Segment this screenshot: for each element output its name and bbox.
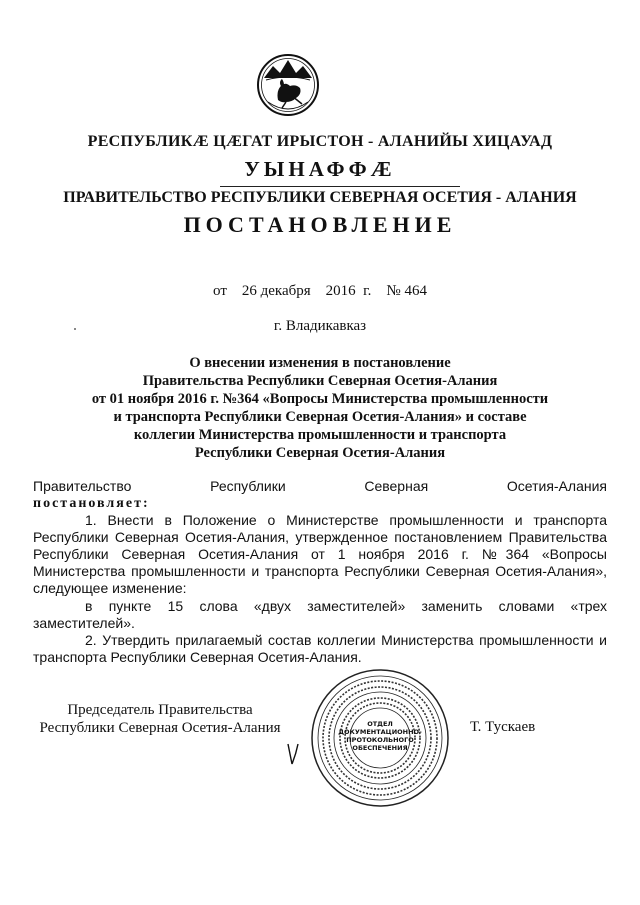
svg-text:ПРОТОКОЛЬНОГО: ПРОТОКОЛЬНОГО [346,736,414,744]
paragraph-1: 1. Внести в Положение о Министерстве промышленности и транспорта Республики Северная Осетия-Алания, утвержденное постановлением Правительства Республики Северная Осетия-Алания от 1 ноября 2016 г. №364 «Вопросы Министерства промышленности и транспорта Республики Северная Осетия-Алания», следующее изменение: [33,512,607,596]
signatory-name: Т. Тускаев [470,719,536,735]
signatory-position-line: Республики Северная Осетия-Алания [39,720,281,736]
paragraph-2: 2. Утвердить прилагаемый состав коллегии Министерства промышленности и транспорта Республики Северная Осетия-Алания. [33,632,607,665]
decree-city: г. Владикавказ [273,318,367,334]
preamble: Правительство Республики Северная Осетия-Алания [33,478,607,494]
official-seal [310,668,450,808]
decree-title-line: и транспорта Республики Северная Осетия-Алания» и составе [113,409,527,425]
svg-text:ОБЕСПЕЧЕНИЯ: ОБЕСПЕЧЕНИЯ [352,744,408,752]
header-republic-ossetian: РЕСПУБЛИКӔ ЦӔГАТ ИРЫСТОН - АЛАНИЙЫ ХИЦАУАД [87,133,553,150]
signatory-position-line: Председатель Правительства [67,702,253,718]
decree-title-line: Республики Северная Осетия-Алания [194,445,446,461]
header-decree-russian: ПОСТАНОВЛЕНИЕ [183,212,457,237]
coat-of-arms-emblem [256,52,320,118]
decree-title [30,354,610,462]
decree-title-line: коллегии Министерства промышленности и транспорта [133,427,507,443]
svg-text:ОТДЕЛ: ОТДЕЛ [367,720,393,728]
decree-date-number: от 26 декабря 2016 г. № 464 [213,283,427,299]
svg-text:ДОКУМЕНТАЦИОННО-: ДОКУМЕНТАЦИОННО- [338,728,422,736]
handwritten-signature [282,742,304,766]
header-government-russian: ПРАВИТЕЛЬСТВО РЕСПУБЛИКИ СЕВЕРНАЯ ОСЕТИЯ - АЛАНИЯ [63,189,577,206]
decree-title-line: Правительства Республики Северная Осетия-Алания [142,373,498,389]
decree-title-line: от 01 ноября 2016 г. №364 «Вопросы Министерства промышленности [91,391,549,407]
resolves-word: постановляет: [33,496,150,511]
paragraph-1-amendment: в пункте 15 слова «двух заместителей» заменить словами «трех заместителей». [33,598,607,631]
signatory-position [25,701,295,737]
header-divider [220,186,460,187]
decree-title-line: О внесении изменения в постановление [189,355,451,371]
header-decree-ossetian: УЫНАФФӔ [244,157,396,181]
